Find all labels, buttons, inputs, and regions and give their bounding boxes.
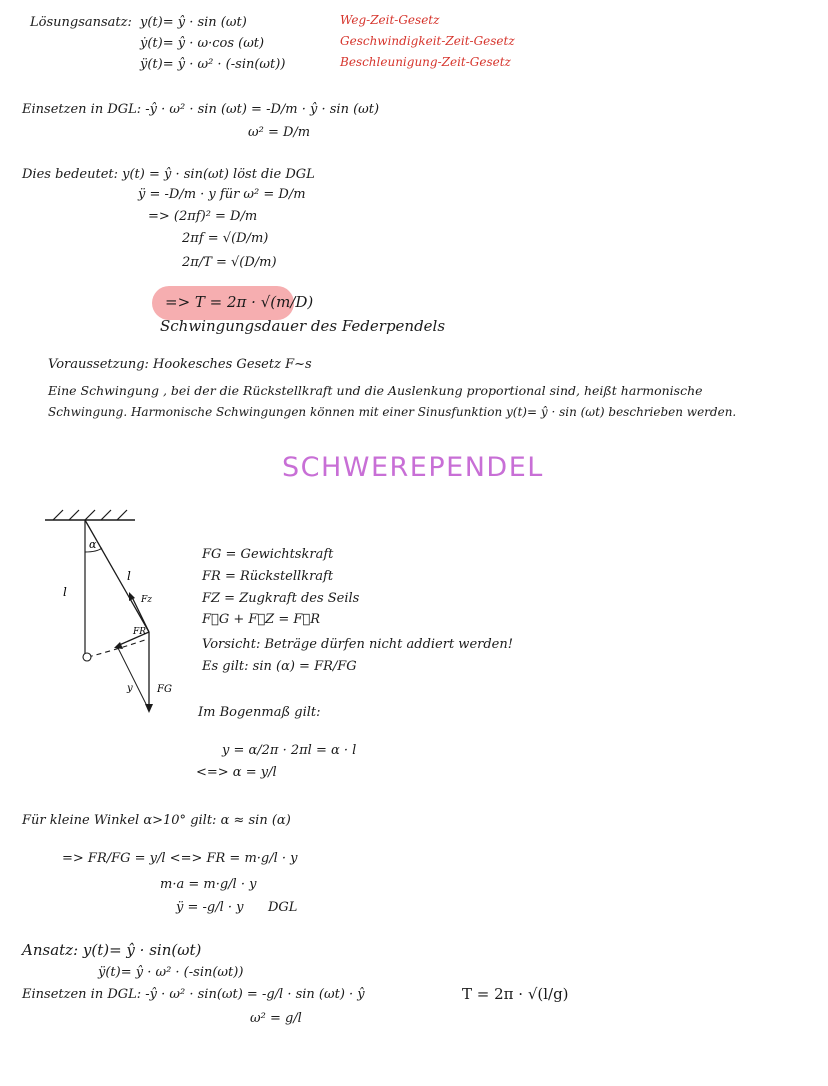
caution-note: Vorsicht: Beträge dürfen nicht addiert werden! (202, 637, 513, 652)
ansatz-line-2: ÿ(t)= ŷ · ω² · (-sin(ωt)) (98, 965, 244, 980)
fz-label: Fz (141, 595, 152, 605)
omega-squared-pendulum: ω² = g/l (250, 1011, 302, 1026)
force-ratio-line: => FR/FG = y/l <=> FR = m·g/l · y (62, 851, 298, 866)
insert-dgl-line: Einsetzen in DGL: -ŷ · ω² · sin (ωt) = -D/m · ŷ · sin (ωt) (22, 102, 380, 117)
spring-period-formula: => T = 2π · √(m/D) (165, 293, 314, 311)
condition-line-1: Voraussetzung: Hookesches Gesetz F~s (48, 357, 312, 372)
length-label-left: l (63, 585, 67, 599)
alpha-label: α (89, 538, 97, 551)
meaning-line-1: Dies bedeutet: y(t) = ŷ · sin(ωt) löst die DGL (22, 167, 315, 182)
fr-label: FR (133, 627, 147, 637)
force-tension-def: FZ = Zugkraft des Seils (202, 591, 360, 606)
meaning-line-3: => (2πf)² = D/m (148, 209, 258, 224)
displacement-arc (88, 640, 145, 657)
displacement-equation: y(t)= ŷ · sin (ωt) (140, 15, 247, 30)
condition-line-2: Eine Schwingung , bei der die Rückstellkraft und die Auslenkung proportional sind, heißt harmonische (48, 383, 703, 398)
newton-line: m·a = m·g/l · y (160, 877, 257, 892)
fg-label: FG (157, 684, 172, 695)
condition-line-3: Schwingung. Harmonische Schwingungen können mit einer Sinusfunktion y(t)= ŷ · sin (ωt) beschrieben werden. (48, 405, 737, 419)
y-label: y (127, 683, 133, 694)
force-vector-sum: F⃗G + F⃗Z = F⃗R (202, 612, 320, 627)
spring-period-caption: Schwingungsdauer des Federpendels (160, 317, 446, 335)
arc-length-formula: y = α/2π · 2πl = α · l (222, 743, 357, 758)
pendulum-period-formula: T = 2π · √(l/g) (462, 985, 569, 1003)
radian-heading: Im Bogenmaß gilt: (198, 705, 321, 720)
dgl-label: DGL (268, 900, 298, 915)
meaning-line-2: ÿ = -D/m · y für ω² = D/m (138, 187, 306, 202)
law-velocity-time: Geschwindigkeit-Zeit-Gesetz (340, 34, 515, 48)
meaning-line-4: 2πf = √(D/m) (182, 231, 269, 246)
section-title: SCHWEREPENDEL (282, 452, 544, 483)
ansatz-line-1: Ansatz: y(t)= ŷ · sin(ωt) (22, 941, 202, 959)
law-displacement-time: Weg-Zeit-Gesetz (340, 13, 440, 27)
small-angle-line: Für kleine Winkel α>10° gilt: α ≈ sin (α) (22, 813, 291, 828)
force-gravity-def: FG = Gewichtskraft (202, 547, 334, 562)
parallelogram-line (117, 646, 149, 710)
omega-squared-spring: ω² = D/m (248, 125, 311, 140)
alpha-formula: <=> α = y/l (196, 765, 277, 780)
sine-relation: Es gilt: sin (α) = FR/FG (202, 659, 357, 674)
meaning-line-5: 2π/T = √(D/m) (182, 255, 277, 270)
ceiling-hatch (53, 510, 127, 520)
ansatz-insert-line: Einsetzen in DGL: -ŷ · ω² · sin(ωt) = -g/l · sin (ωt) · ŷ (22, 987, 365, 1002)
pendulum-dgl: ÿ = -g/l · y (176, 900, 244, 915)
force-restoring-def: FR = Rückstellkraft (202, 569, 334, 584)
length-label-right: l (127, 569, 131, 583)
rest-bob (83, 653, 91, 661)
velocity-equation: ẏ(t)= ŷ · ω·cos (ωt) (140, 36, 265, 51)
pendulum-string (85, 520, 149, 632)
law-acceleration-time: Beschleunigung-Zeit-Gesetz (340, 55, 511, 69)
solution-approach-label: Lösungsansatz: (30, 15, 132, 30)
pendulum-diagram (35, 500, 175, 725)
acceleration-equation: ÿ(t)= ŷ · ω² · (-sin(ωt)) (140, 57, 286, 72)
